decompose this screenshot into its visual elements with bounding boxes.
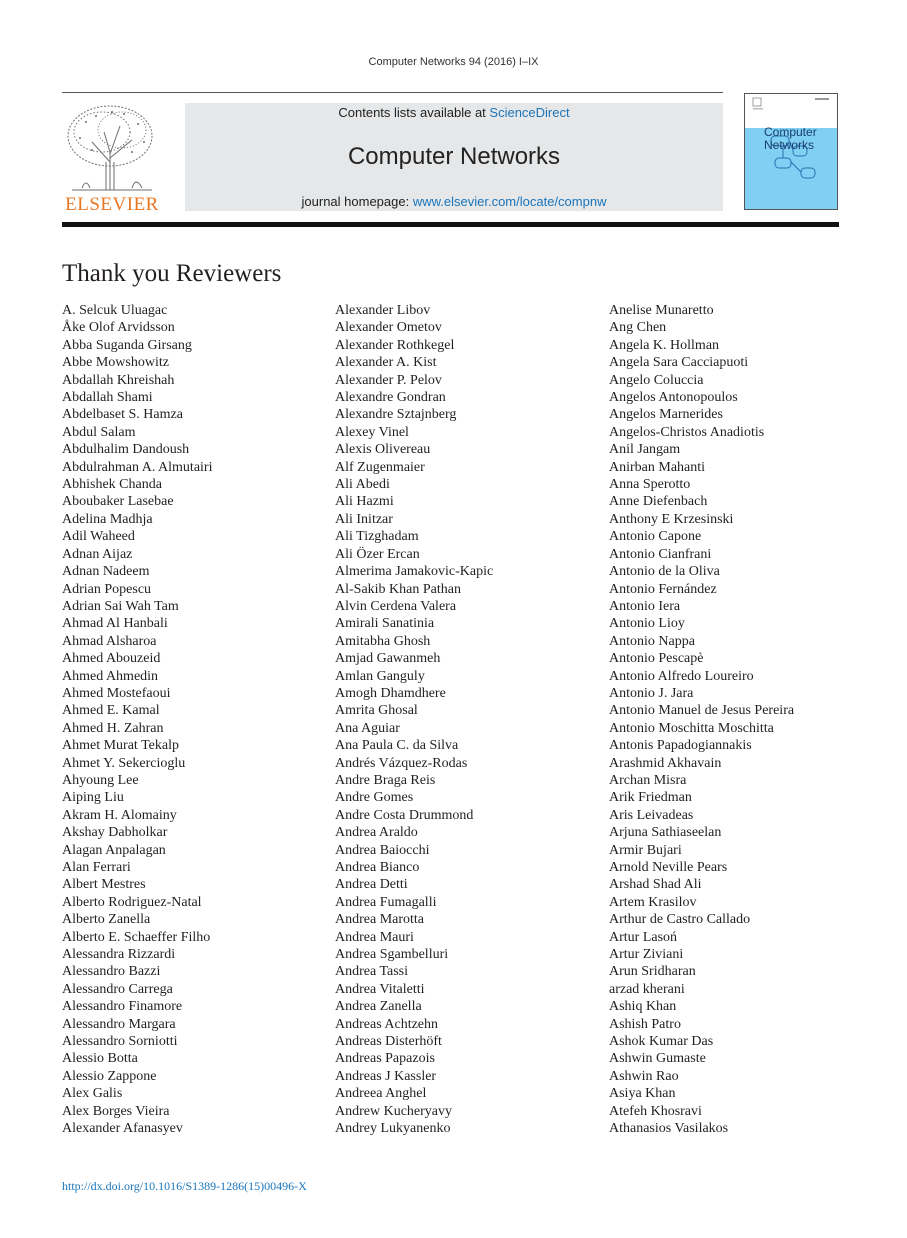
reviewer-name: Ashok Kumar Das xyxy=(609,1034,714,1050)
reviewer-name: Ahmed Abouzeid xyxy=(62,651,161,667)
elsevier-wordmark: ELSEVIER xyxy=(65,194,159,215)
reviewer-name: Aiping Liu xyxy=(62,790,124,806)
reviewer-name: Ahyoung Lee xyxy=(62,772,139,788)
reviewer-name: Alexandre Sztajnberg xyxy=(335,407,457,423)
sciencedirect-link[interactable]: ScienceDirect xyxy=(489,105,570,120)
reviewer-name: Abdallah Khreishah xyxy=(62,372,175,388)
reviewer-name: Andrea Tassi xyxy=(335,964,409,980)
reviewer-name: Andre Braga Reis xyxy=(335,772,436,788)
reviewer-name: Andreas Disterhöft xyxy=(335,1034,442,1050)
journal-cover-thumbnail xyxy=(744,93,838,210)
reviewer-name: Adnan Nadeem xyxy=(62,564,150,580)
reviewer-name: Andrea Sgambelluri xyxy=(335,947,449,963)
reviewer-name: Ahmad Alsharoa xyxy=(62,633,157,649)
reviewer-name: Andrea Vitaletti xyxy=(335,981,425,997)
reviewer-name: Ali Özer Ercan xyxy=(335,546,420,562)
reviewer-name: Alexis Olivereau xyxy=(335,442,431,458)
reviewer-name: Antonio Manuel de Jesus Pereira xyxy=(609,703,795,719)
journal-banner xyxy=(185,103,723,211)
contents-availability-line xyxy=(185,105,723,120)
reviewer-name: Ashish Patro xyxy=(609,1016,681,1032)
reviewer-name: Ashwin Gumaste xyxy=(609,1051,706,1067)
reviewer-name: Abdulrahman A. Almutairi xyxy=(62,459,213,475)
reviewer-name: Adelina Madhja xyxy=(62,511,153,527)
reviewer-name: Antonio Fernández xyxy=(609,581,717,597)
reviewer-name: Abdallah Shami xyxy=(62,390,153,406)
contents-prefix: Contents lists available at xyxy=(338,105,490,120)
reviewer-name: Alexander Libov xyxy=(335,303,431,318)
reviewer-name: Abbe Mowshowitz xyxy=(62,355,169,371)
reviewer-name: Alvin Cerdena Valera xyxy=(335,598,457,614)
reviewer-name: Adnan Aijaz xyxy=(62,546,133,562)
reviewer-name: Antonio Alfredo Loureiro xyxy=(609,668,754,684)
reviewer-name: Anelise Munaretto xyxy=(609,303,714,318)
reviewer-name: Arthur de Castro Callado xyxy=(609,912,751,928)
reviewer-name: Andreas Papazois xyxy=(335,1051,435,1067)
reviewer-name: Angelos Antonopoulos xyxy=(609,390,738,406)
reviewer-name: Ali Tizghadam xyxy=(335,529,419,545)
reviewer-name: Alessandro Finamore xyxy=(62,999,183,1015)
reviewer-name: Alexander Afanasyev xyxy=(62,1121,183,1137)
journal-citation: Computer Networks 94 (2016) I–IX xyxy=(368,56,539,68)
reviewer-name: Angelos-Christos Anadiotis xyxy=(609,424,765,440)
reviewers-column-1 xyxy=(62,302,212,1138)
reviewer-name: Armir Bujari xyxy=(609,842,682,858)
reviewer-name: Angelos Marnerides xyxy=(609,407,723,423)
reviewer-name: Adrian Sai Wah Tam xyxy=(62,598,179,614)
reviewer-name: Åke Olof Arvidsson xyxy=(62,320,175,336)
reviewer-name: Andrew Kucheryavy xyxy=(335,1103,453,1119)
reviewer-name: Andrey Lukyanenko xyxy=(335,1121,451,1137)
reviewer-name: Albert Mestres xyxy=(62,877,146,893)
reviewer-name: Alexander P. Pelov xyxy=(335,372,442,388)
reviewer-name: Alex Galis xyxy=(62,1086,123,1102)
reviewer-name: Antonio Cianfrani xyxy=(609,546,712,562)
reviewer-name: Arshad Shad Ali xyxy=(609,877,702,893)
reviewer-name: Amitabha Ghosh xyxy=(335,633,431,649)
reviewer-name: Alan Ferrari xyxy=(62,860,131,875)
reviewer-name: Alberto E. Schaeffer Filho xyxy=(62,929,211,945)
reviewer-name: Anna Sperotto xyxy=(609,477,691,493)
reviewer-name: Andrea Bianco xyxy=(335,860,420,875)
reviewer-name: Alexandre Gondran xyxy=(335,390,446,406)
cover-title-line2: Networks xyxy=(764,138,815,152)
journal-title: Computer Networks xyxy=(347,143,561,170)
reviewer-name: Andrea Mauri xyxy=(335,929,414,945)
reviewer-name: Abba Suganda Girsang xyxy=(62,337,192,353)
reviewer-name: Andrea Marotta xyxy=(335,912,425,928)
reviewer-name: Adil Waheed xyxy=(62,529,135,545)
reviewer-name: Alexander Rothkegel xyxy=(335,337,455,353)
reviewer-name: Alexey Vinel xyxy=(335,424,409,440)
reviewer-name: Alberto Rodriguez-Natal xyxy=(62,894,202,910)
reviewer-name: Andreas Achtzehn xyxy=(335,1016,439,1032)
reviewer-name: Artem Krasilov xyxy=(609,894,697,910)
doi-link[interactable]: http://dx.doi.org/10.1016/S1389-1286(15)00496-X xyxy=(62,1179,307,1193)
reviewer-name: Alf Zugenmaier xyxy=(335,459,425,475)
reviewer-name: arzad kherani xyxy=(609,981,685,997)
reviewer-name: Amrita Ghosal xyxy=(335,703,418,719)
reviewer-name: Alberto Zanella xyxy=(62,912,151,928)
reviewer-name: Athanasios Vasilakos xyxy=(609,1121,729,1137)
reviewer-name: Angelo Coluccia xyxy=(609,372,704,388)
page-heading: Thank you Reviewers xyxy=(62,260,282,287)
cover-header-area xyxy=(745,94,837,128)
reviewer-name: Alex Borges Vieira xyxy=(62,1103,170,1119)
reviewer-name: Arnold Neville Pears xyxy=(609,860,728,875)
reviewer-name: Andrea Fumagalli xyxy=(335,894,437,910)
reviewer-name: Ali Abedi xyxy=(335,477,390,493)
journal-homepage-line xyxy=(185,194,723,209)
reviewer-name: Antonio Capone xyxy=(609,529,702,545)
reviewer-name: Artur Ziviani xyxy=(609,947,684,963)
reviewer-name: Andre Costa Drummond xyxy=(335,807,474,823)
reviewer-name: Ali Initzar xyxy=(335,511,393,527)
reviewer-name: Anne Diefenbach xyxy=(609,494,708,510)
reviewer-name: Anil Jangam xyxy=(609,442,681,458)
reviewer-name: A. Selcuk Uluagac xyxy=(62,303,168,318)
reviewer-name: Ana Paula C. da Silva xyxy=(335,738,459,754)
header-bottom-rule xyxy=(62,222,839,227)
reviewer-name: Ali Hazmi xyxy=(335,494,394,510)
reviewer-name: Alessandro Sorniotti xyxy=(62,1034,178,1050)
reviewer-name: Anthony E Krzesinski xyxy=(609,511,734,527)
reviewer-name: Archan Misra xyxy=(609,772,687,788)
reviewer-name: Angela Sara Cacciapuoti xyxy=(609,355,749,371)
reviewer-name: Aboubaker Lasebae xyxy=(62,494,174,510)
reviewer-name: Alessandro Carrega xyxy=(62,981,173,997)
reviewer-name: Arun Sridharan xyxy=(609,964,696,980)
reviewer-name: Antonio Moschitta Moschitta xyxy=(609,720,774,736)
elsevier-tree-icon xyxy=(62,102,162,192)
journal-homepage-link[interactable]: www.elsevier.com/locate/compnw xyxy=(412,194,607,209)
reviewer-name: Andre Gomes xyxy=(335,790,414,806)
reviewer-name: Abdelbaset S. Hamza xyxy=(62,407,183,423)
reviewer-name: Amirali Sanatinia xyxy=(335,616,435,632)
reviewer-name: Antonio Lioy xyxy=(609,616,685,632)
reviewer-name: Asiya Khan xyxy=(609,1086,676,1102)
reviewer-name: Akram H. Alomainy xyxy=(62,807,177,823)
reviewer-name: Amlan Ganguly xyxy=(335,668,425,684)
reviewer-name: Amjad Gawanmeh xyxy=(335,651,441,667)
reviewer-name: Alessandro Margara xyxy=(62,1016,176,1032)
reviewer-name: Andrea Baiocchi xyxy=(335,842,430,858)
reviewer-name: Antonio Pescapè xyxy=(609,651,704,667)
reviewer-name: Abdulhalim Dandoush xyxy=(62,442,190,458)
reviewer-name: Artur Lasoń xyxy=(609,929,678,945)
reviewer-name: Amogh Dhamdhere xyxy=(335,685,446,701)
reviewer-name: Adrian Popescu xyxy=(62,581,152,597)
reviewer-name: Arik Friedman xyxy=(609,790,692,806)
reviewer-name: Angela K. Hollman xyxy=(609,337,720,353)
reviewer-name: Almerima Jamakovic-Kapic xyxy=(335,564,494,580)
reviewer-name: Andreas J Kassler xyxy=(335,1068,437,1084)
cover-title-line1: Computer xyxy=(764,125,817,139)
reviewer-name: Ahmed Mostefaoui xyxy=(62,685,171,701)
reviewer-name: Andrea Zanella xyxy=(335,999,422,1015)
homepage-prefix: journal homepage: xyxy=(301,194,413,209)
reviewer-name: Andrea Detti xyxy=(335,877,408,893)
reviewer-name: Ahmed Ahmedin xyxy=(62,668,159,684)
reviewer-name: Abdul Salam xyxy=(62,424,136,440)
reviewers-column-2 xyxy=(335,302,493,1138)
reviewer-name: Ang Chen xyxy=(609,320,667,336)
reviewer-name: Andrea Araldo xyxy=(335,825,418,841)
reviewer-name: Alessio Botta xyxy=(62,1051,138,1067)
reviewer-name: Al-Sakib Khan Pathan xyxy=(335,581,461,597)
reviewer-name: Ahmet Murat Tekalp xyxy=(62,738,179,754)
reviewer-name: Ahmet Y. Sekercioglu xyxy=(62,755,186,771)
reviewer-name: Ahmed E. Kamal xyxy=(62,703,160,719)
reviewer-name: Aris Leivadeas xyxy=(609,807,694,823)
reviewer-name: Ashiq Khan xyxy=(609,999,677,1015)
reviewer-name: Antonio de la Oliva xyxy=(609,564,720,580)
reviewer-name: Alagan Anpalagan xyxy=(62,842,166,858)
elsevier-logo xyxy=(62,102,162,214)
reviewer-name: Antonio Iera xyxy=(609,598,681,614)
cover-title xyxy=(764,126,817,152)
reviewer-name: Arashmid Akhavain xyxy=(609,755,722,771)
reviewer-name: Alexander Ometov xyxy=(335,320,442,336)
reviewer-name: Andrés Vázquez-Rodas xyxy=(335,755,468,771)
reviewer-name: Abhishek Chanda xyxy=(62,477,162,493)
reviewer-name: Andreea Anghel xyxy=(335,1086,427,1102)
reviewer-name: Antonio J. Jara xyxy=(609,685,694,701)
reviewer-name: Alessio Zappone xyxy=(62,1068,157,1084)
reviewer-name: Antonis Papadogiannakis xyxy=(609,738,752,754)
reviewer-name: Anirban Mahanti xyxy=(609,459,706,475)
reviewer-name: Ashwin Rao xyxy=(609,1068,679,1084)
reviewer-name: Alessandro Bazzi xyxy=(62,964,161,980)
reviewer-name: Ahmed H. Zahran xyxy=(62,720,164,736)
reviewers-column-3 xyxy=(609,302,794,1138)
reviewer-name: Antonio Nappa xyxy=(609,633,695,649)
cover-tree-icon xyxy=(745,94,838,128)
reviewer-name: Alessandra Rizzardi xyxy=(62,947,176,963)
reviewer-name: Alexander A. Kist xyxy=(335,355,437,371)
header-top-rule xyxy=(62,92,723,93)
reviewer-name: Ana Aguiar xyxy=(335,720,400,736)
reviewer-name: Atefeh Khosravi xyxy=(609,1103,702,1119)
reviewer-name: Akshay Dabholkar xyxy=(62,825,168,841)
reviewer-name: Ahmad Al Hanbali xyxy=(62,616,168,632)
reviewer-name: Arjuna Sathiaseelan xyxy=(609,825,722,841)
